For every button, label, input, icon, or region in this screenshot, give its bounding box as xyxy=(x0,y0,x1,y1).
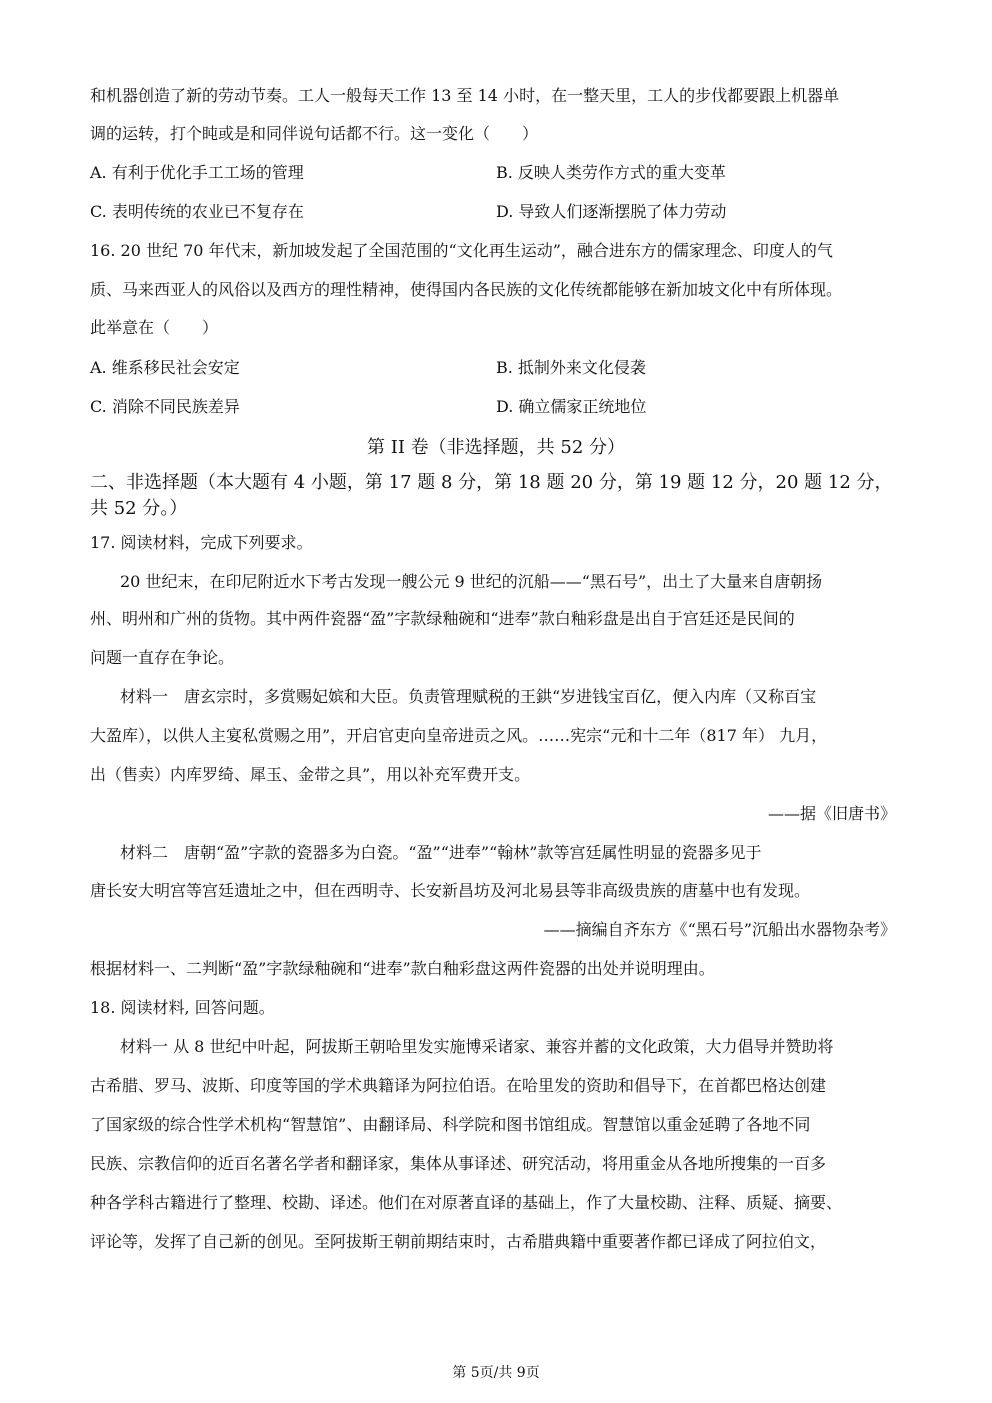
section-2-intro-1: 二、非选择题（本大题有 4 小题，第 17 题 8 分，第 18 题 20 分，第 19 题 12 分，20 题 12 分， xyxy=(90,472,893,493)
section-2-intro-2: 共 52 分。） xyxy=(90,498,188,519)
q18-stem: 18. 阅读材料, 回答问题。 xyxy=(90,998,275,1017)
q16-option-c[interactable]: C. 消除不同民族差异 xyxy=(90,397,240,416)
q18-material-1-line-3: 了国家级的综合性学术机构“智慧馆”、由翻译局、科学院和图书馆组成。智慧馆以重金延聘了各地不同 xyxy=(90,1115,811,1134)
q18-material-1-line-1: 材料一 从 8 世纪中叶起，阿拔斯王朝哈里发实施博采诸家、兼容并蓄的文化政策，大力倡导并赞助将 xyxy=(120,1037,834,1056)
q17-stem: 17. 阅读材料，完成下列要求。 xyxy=(90,533,313,552)
q17-task: 根据材料一、二判断“盈”字款绿釉碗和“进奉”款白釉彩盘这两件瓷器的出处并说明理由。 xyxy=(90,959,715,978)
q15-line-2: 调的运转，打个盹或是和同伴说句话都不行。这一变化（ ） xyxy=(90,124,539,143)
q17-paragraph-line-3: 问题一直存在争论。 xyxy=(90,648,235,667)
q18-material-1-line-5: 种各学科古籍进行了整理、校勘、译述。他们在对原著直译的基础上，作了大量校勘、注释、质疑、摘要、 xyxy=(90,1193,843,1212)
q15-option-b[interactable]: B. 反映人类劳作方式的重大变革 xyxy=(496,163,726,182)
q16-option-d[interactable]: D. 确立儒家正统地位 xyxy=(496,397,647,416)
q17-material-1-line-2: 大盈库），以供人主宴私赏赐之用”，开启官吏向皇帝进贡之风。……宪宗“元和十二年（817 年） 九月， xyxy=(90,726,828,745)
q17-material-2-source: ——摘编自齐东方《“黑石号”沉船出水器物杂考》 xyxy=(543,920,896,939)
q15-option-a[interactable]: A. 有利于优化手工工场的管理 xyxy=(90,163,304,182)
section-2-title: 第 II 卷（非选择题，共 52 分） xyxy=(366,437,625,458)
q17-paragraph-line-2: 州、明州和广州的货物。其中两件瓷器“盈”字款绿釉碗和“进奉”款白釉彩盘是出自于宫廷还是民间的 xyxy=(90,609,795,628)
q16-line-3: 此举意在（ ） xyxy=(90,318,219,337)
q16-option-b[interactable]: B. 抵制外来文化侵袭 xyxy=(496,358,646,377)
q15-option-d[interactable]: D. 导致人们逐渐摆脱了体力劳动 xyxy=(496,202,727,221)
q17-paragraph-line-1: 20 世纪末，在印尼附近水下考古发现一艘公元 9 世纪的沉船——“黑石号”，出土了大量来自唐朝扬 xyxy=(120,572,823,591)
q16-line-2: 质、马来西亚人的风俗以及西方的理性精神，使得国内各民族的文化传统都能够在新加坡文化中有所体现。 xyxy=(90,280,843,299)
q16-option-a[interactable]: A. 维系移民社会安定 xyxy=(90,358,240,377)
q15-line-1: 和机器创造了新的劳动节奏。工人一般每天工作 13 至 14 小时，在一整天里，工人的步伐都要跟上机器单 xyxy=(90,86,840,105)
q17-material-1-source: ——据《旧唐书》 xyxy=(767,804,896,823)
q16-line-1: 16. 20 世纪 70 年代末，新加坡发起了全国范围的“文化再生运动”，融合进东方的儒家理念、印度人的气 xyxy=(90,241,833,260)
page-number: 第 5页/共 9页 xyxy=(452,1365,540,1381)
q15-option-c[interactable]: C. 表明传统的农业已不复存在 xyxy=(90,202,304,221)
q17-material-2-line-1: 材料二 唐朝“盈”字款的瓷器多为白瓷。“盈”“进奉”“翰林”款等宫廷属性明显的瓷器多见于 xyxy=(120,843,762,862)
q18-material-1-line-6: 评论等，发挥了自己新的创见。至阿拔斯王朝前期结束时，古希腊典籍中重要著作都已译成了阿拉伯文， xyxy=(90,1232,827,1251)
q17-material-1-line-3: 出（售卖）内库罗绮、犀玉、金带之具”，用以补充军费开支。 xyxy=(90,765,531,784)
q17-material-1-line-1: 材料一 唐玄宗时，多赏赐妃嫔和大臣。负责管理赋税的王鉷“岁进钱宝百亿，便入内库（又称百宝 xyxy=(120,687,817,706)
q18-material-1-line-2: 古希腊、罗马、波斯、印度等国的学术典籍译为阿拉伯语。在哈里发的资助和倡导下，在首都巴格达创建 xyxy=(90,1076,827,1095)
q18-material-1-line-4: 民族、宗教信仰的近百名著名学者和翻译家，集体从事译述、研究活动，将用重金从各地所搜集的一百多 xyxy=(90,1154,827,1173)
q17-material-2-line-2: 唐长安大明宫等宫廷遗址之中，但在西明寺、长安新昌坊及河北易县等非高级贵族的唐墓中也有发现。 xyxy=(90,881,811,900)
